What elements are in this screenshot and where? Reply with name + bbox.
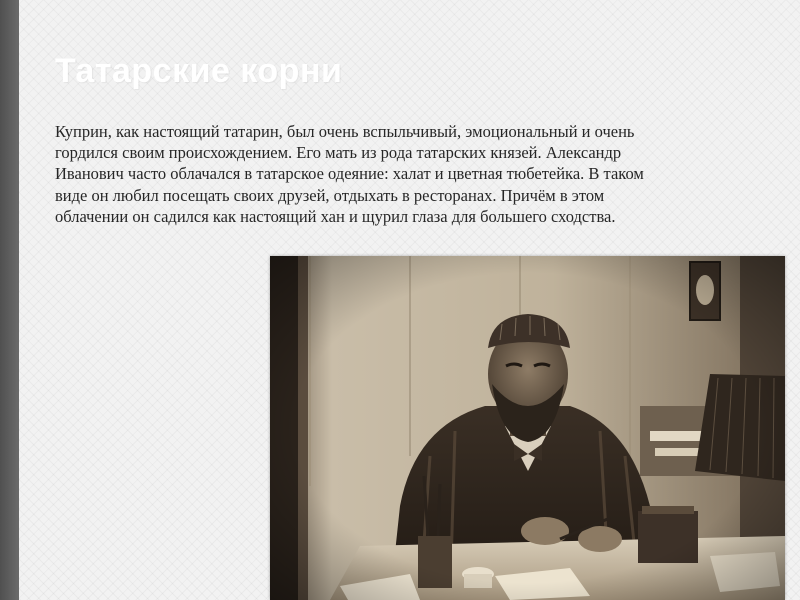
photo-illustration <box>270 256 785 600</box>
slide-title: Татарские корни <box>55 52 343 90</box>
slide-body-text: Куприн, как настоящий татарин, был очень вспыльчивый, эмоциональный и очень гордился своим происхождением. Его мать из рода татарских князей. Александр Иванович часто облачался в татарское одеяние: халат и цветная тюбетейка. В таком виде он любил посещать своих друзей, отдыхать в ресторанах. Причём в этом облачении он садился как настоящий хан и щурил глаза для большего сходства. <box>55 122 644 226</box>
kuprin-photo <box>270 256 785 600</box>
slide-left-bar <box>0 0 19 600</box>
